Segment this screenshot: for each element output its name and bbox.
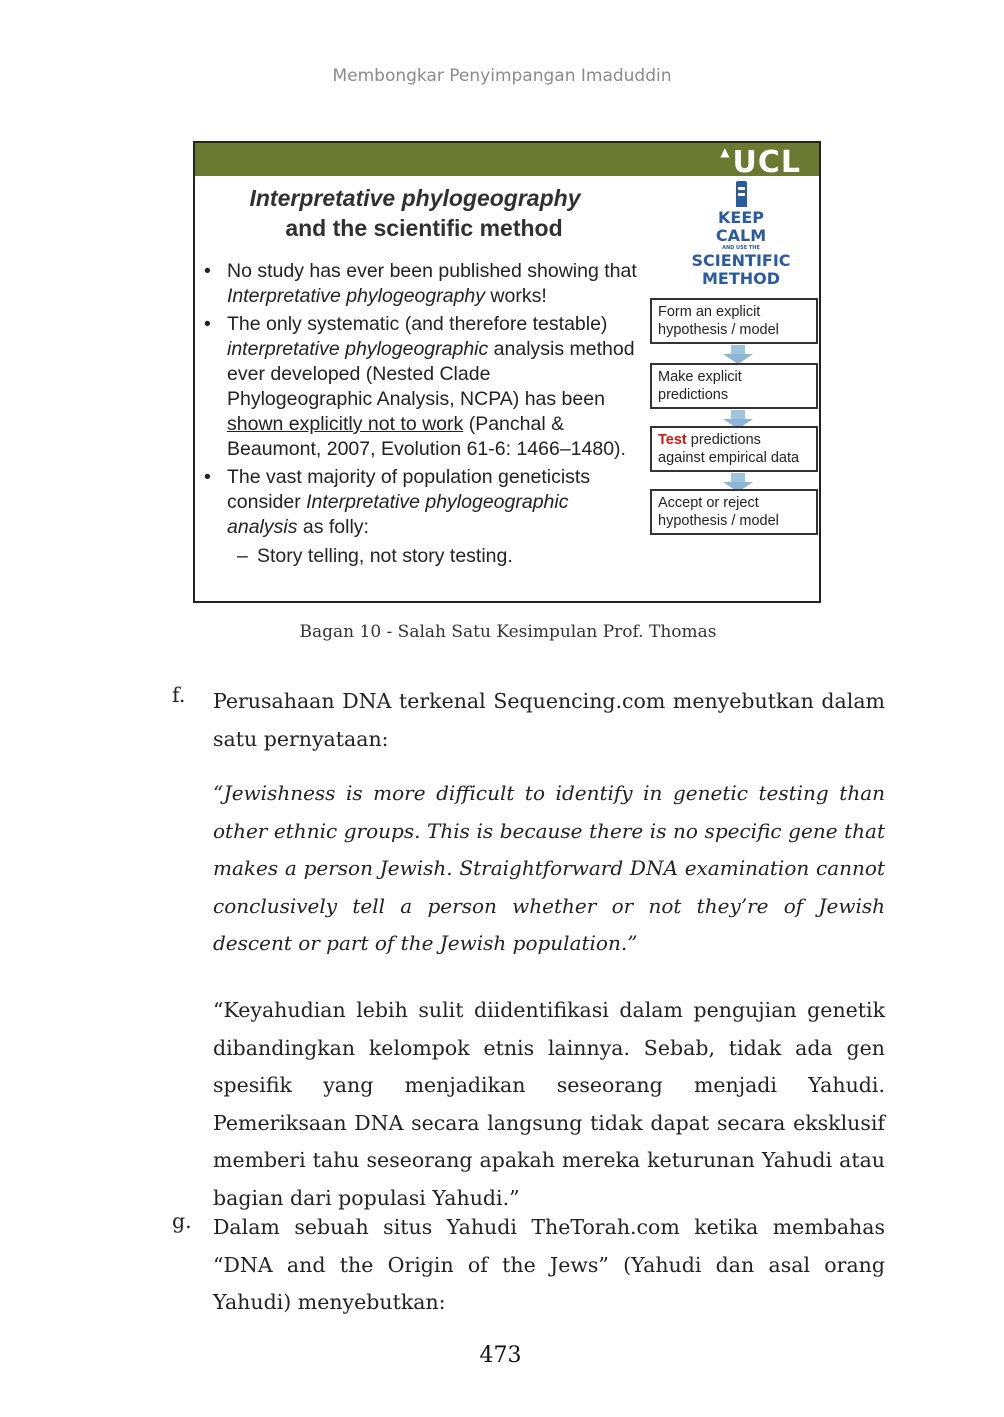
bullet-text-italic: Interpretative phylogeography — [227, 285, 486, 307]
list-marker-f: f. — [172, 683, 186, 707]
paragraph-g: Dalam sebuah situs Yahudi TheTorah.com ketika membahas “DNA and the Origin of the Jews” (Yahudi dan asal orang Yahudi) menyebutkan: — [213, 1215, 885, 1314]
sub-bullet-text: Story telling, not story testing. — [257, 545, 513, 567]
bullet-text-italic: interpretative phylogeographic — [227, 338, 489, 360]
slide-title — [215, 183, 615, 243]
keep-calm-line: KEEP — [718, 208, 764, 227]
ucl-logo-mark-icon: ▲ — [720, 145, 731, 159]
slide-bullet — [201, 312, 641, 462]
slide-title-line2: and the scientific method — [285, 215, 563, 241]
figure-caption: Bagan 10 - Salah Satu Kesimpulan Prof. Thomas — [299, 622, 717, 642]
bullet-text: as folly: — [297, 516, 369, 538]
bullet-dot-icon: • — [204, 466, 211, 488]
flow-step-4: Accept or reject hypothesis / model — [650, 489, 818, 535]
quote-english: “Jewishness is more difficult to identify in genetic testing than other ethnic groups. This is because there is no specific gene that makes a person Jewish. Straightforward DNA examination cannot conclusively tell a person whether or not they’re of Jewish descent or part of the Jewish population.” — [213, 781, 885, 955]
slide-header-bar — [195, 143, 819, 180]
list-marker-g: g. — [172, 1209, 192, 1233]
bullet-text: No study has ever been published showing that — [227, 260, 637, 282]
flow-step-3-text: predictions against empirical data — [658, 432, 800, 466]
bullet-text-italic: Interpretative phylogeographic analysis — [227, 491, 569, 538]
flow-step-3 — [650, 426, 818, 472]
bullet-text: (Panchal & Beaumont, 2007, Evolution 61-6: 1466–1480). — [227, 413, 626, 460]
slide-bullet — [201, 465, 641, 540]
quote-indonesian: “Keyahudian lebih sulit diidentifikasi dalam pengujian genetik dibandingkan kelompok etnis lainnya. Sebab, tidak ada gen spesifik yang menjadikan seseorang menjadi Yahudi. Pemeriksaan DNA secara langsung tidak dapat secara eksklusif memberi tahu seseorang apakah mereka keturunan Yahudi atau bagian dari populasi Yahudi.” — [213, 998, 885, 1210]
keep-calm-line: CALM — [715, 226, 767, 245]
keep-calm-badge — [689, 181, 793, 288]
phone-box-icon — [736, 181, 747, 207]
page-number: 473 — [479, 1343, 522, 1368]
slide-figure — [193, 141, 821, 603]
bullet-text-underlined: shown explicitly not to work — [227, 413, 464, 435]
ucl-logo — [720, 145, 801, 180]
keep-calm-line: AND USE THE — [722, 245, 760, 251]
down-arrow-icon — [723, 345, 753, 365]
keep-calm-line: METHOD — [701, 269, 781, 288]
slide-bullets — [201, 259, 641, 569]
paragraph-f: Perusahaan DNA terkenal Sequencing.com menyebutkan dalam satu pernyataan: — [213, 689, 885, 751]
bullet-dot-icon: • — [204, 260, 211, 282]
bullet-text: works! — [485, 285, 547, 307]
dash-icon: – — [237, 545, 248, 567]
ucl-logo-text: UCL — [732, 145, 801, 180]
keep-calm-line: SCIENTIFIC — [691, 251, 791, 270]
slide-bullet — [201, 259, 641, 309]
bullet-text: analysis method ever developed (Nested Clade Phylogeographic Analysis, NCPA) has been — [227, 338, 635, 410]
test-label: Test — [658, 432, 687, 448]
bullet-text: The vast majority of population geneticists consider — [227, 466, 591, 513]
slide-sub-bullet — [201, 544, 641, 569]
slide-title-line1: Interpretative phylogeography — [249, 185, 581, 211]
flow-step-2: Make explicit predictions — [650, 363, 818, 409]
flow-step-1: Form an explicit hypothesis / model — [650, 298, 818, 344]
bullet-dot-icon: • — [204, 313, 211, 335]
running-header: Membongkar Penyimpangan Imaduddin — [332, 66, 672, 86]
bullet-text: The only systematic (and therefore testable) — [227, 313, 608, 335]
